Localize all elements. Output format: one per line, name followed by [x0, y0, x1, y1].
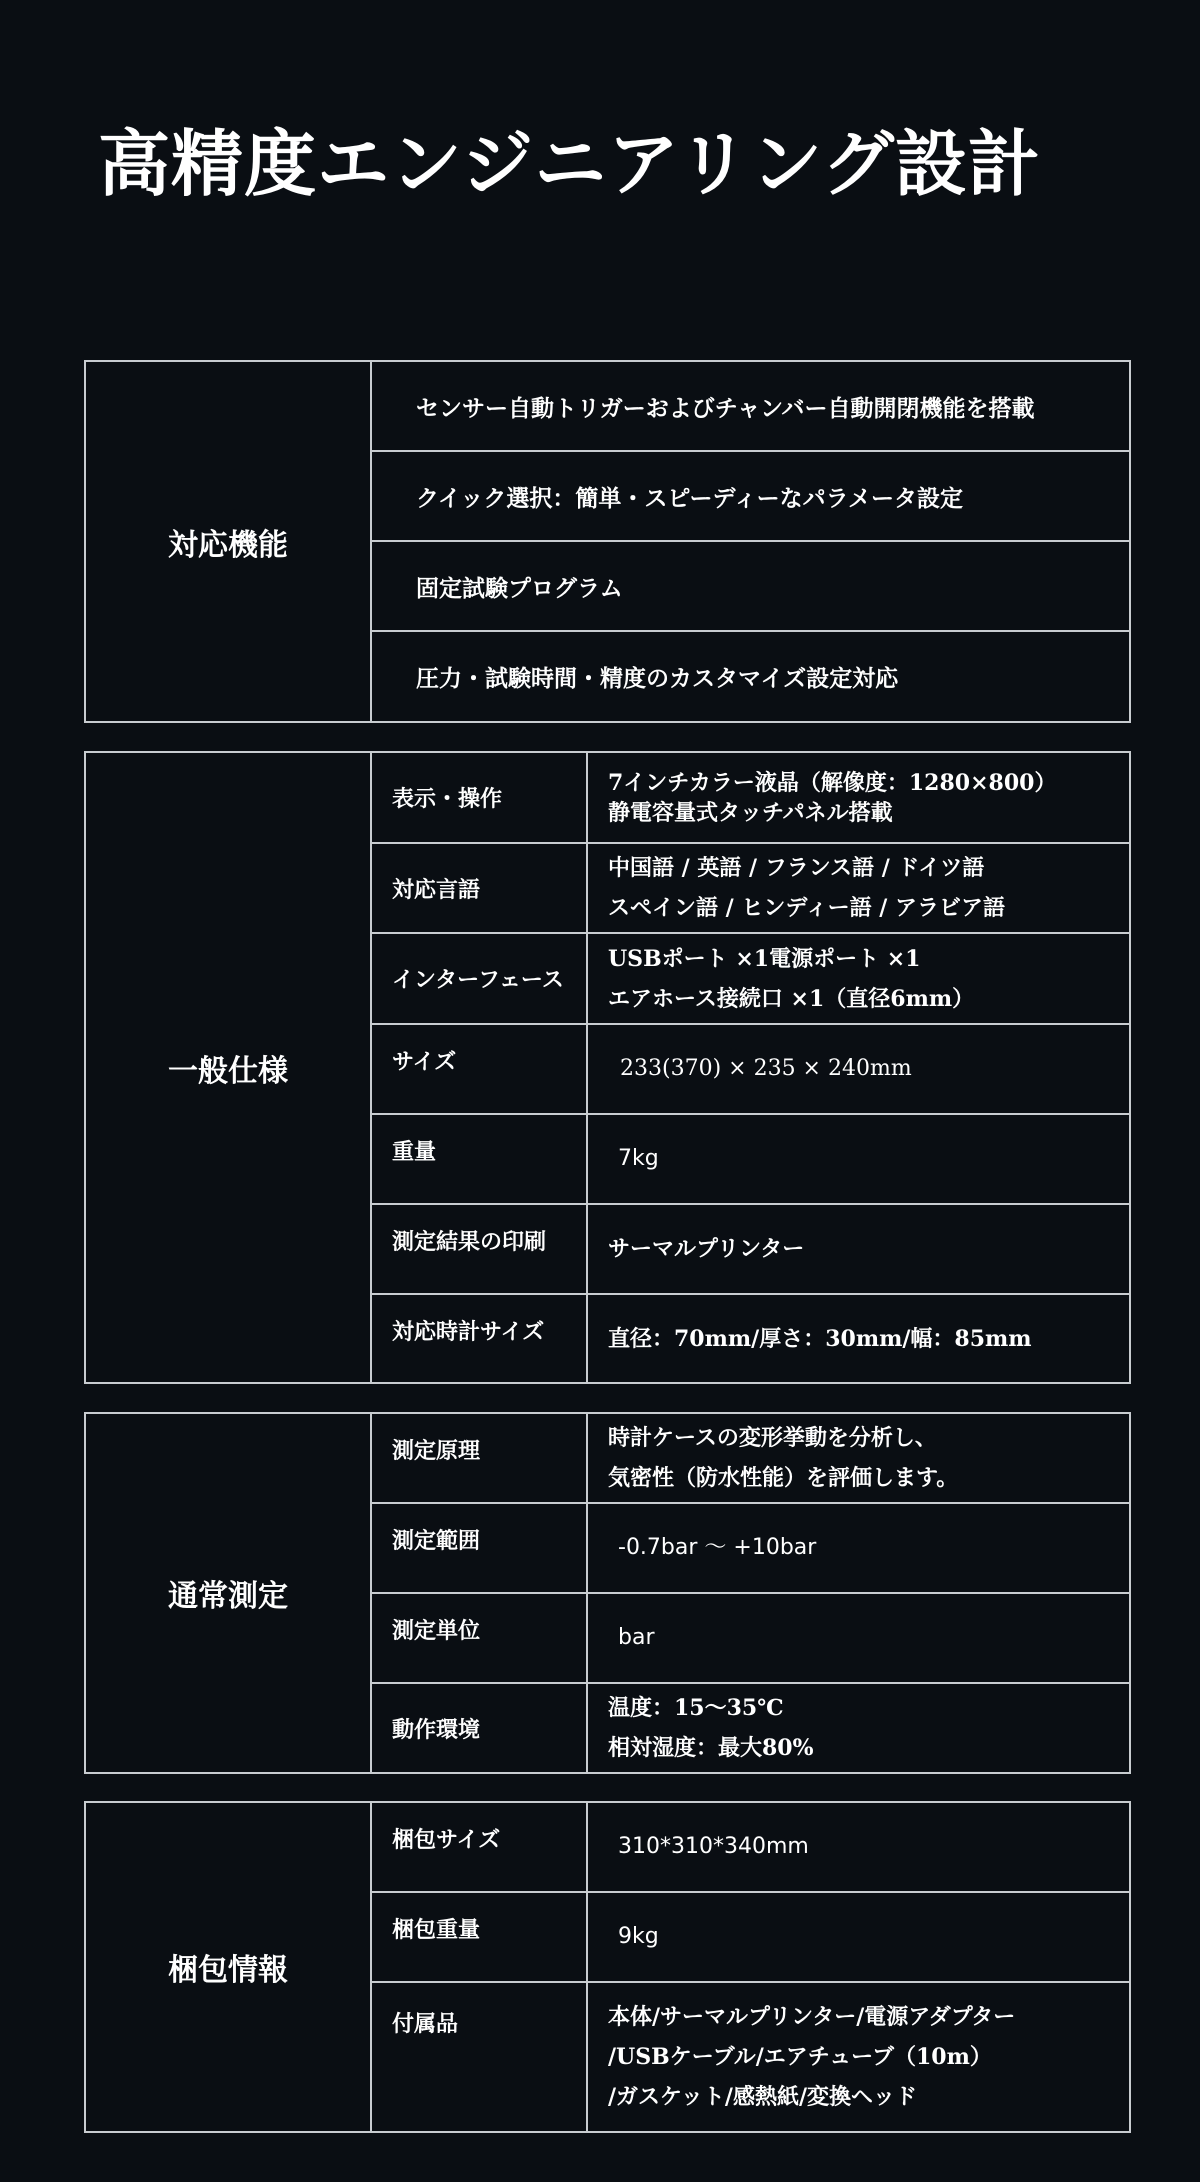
value-line: 静電容量式タッチパネル搭載 — [608, 799, 893, 826]
spec-value — [588, 1414, 1121, 1502]
section-label: 対応機能 — [86, 362, 372, 721]
spec-row-unit — [372, 1594, 1129, 1684]
spec-key: 表示・操作 — [372, 753, 588, 842]
spec-row-package-size — [372, 1803, 1129, 1893]
spec-value — [588, 1115, 1121, 1203]
feature-row — [372, 542, 1129, 632]
page-title: 高精度エンジニアリング設計 — [98, 121, 1041, 206]
feature-row — [372, 632, 1129, 721]
spec-key: 測定結果の印刷 — [372, 1205, 588, 1293]
value-line: 7インチカラー液晶（解像度：1280×800） — [608, 769, 1057, 796]
value-line: USBポート ×1電源ポート ×1 — [608, 945, 921, 972]
spec-key: 対応言語 — [372, 844, 588, 932]
value-line: サーマルプリンター — [608, 1236, 805, 1262]
spec-value — [588, 844, 1121, 932]
normal-measurement-section — [84, 1412, 1131, 1774]
spec-key: サイズ — [372, 1025, 588, 1113]
general-spec-section — [84, 751, 1131, 1384]
spec-key: 対応時計サイズ — [372, 1295, 588, 1382]
spec-value — [588, 1295, 1121, 1382]
spec-key: 付属品 — [372, 1983, 588, 2131]
spec-value — [588, 1504, 1121, 1592]
spec-value — [588, 1594, 1121, 1682]
spec-key: インターフェース — [372, 934, 588, 1023]
spec-row-interface — [372, 934, 1129, 1025]
feature-text: 圧力・試験時間・精度のカスタマイズ設定対応 — [416, 665, 899, 692]
features-section — [84, 360, 1131, 723]
spec-row-accessories — [372, 1983, 1129, 2131]
spec-value — [588, 1893, 1121, 1981]
section-label: 一般仕様 — [86, 753, 372, 1382]
section-label: 梱包情報 — [86, 1803, 372, 2131]
spec-key: 梱包重量 — [372, 1893, 588, 1981]
value-line: 233(370) × 235 × 240mm — [620, 1056, 912, 1081]
feature-text: クイック選択：簡単・スピーディーなパラメータ設定 — [416, 484, 963, 512]
spec-row-watch-size — [372, 1295, 1129, 1382]
value-line: /ガスケット/感熱紙/変換ヘッド — [608, 2084, 918, 2110]
package-info-section — [84, 1801, 1131, 2133]
spec-row-range — [372, 1504, 1129, 1594]
spec-row-weight — [372, 1115, 1129, 1205]
value-line: 7kg — [618, 1146, 659, 1171]
value-line: /USBケーブル/エアチューブ（10m） — [608, 2044, 992, 2070]
value-line: エアホース接続口 ×1（直径6mm） — [608, 985, 975, 1012]
value-line: 中国語 / 英語 / フランス語 / ドイツ語 — [608, 855, 985, 881]
value-line: 9kg — [618, 1924, 659, 1949]
feature-row — [372, 452, 1129, 542]
value-line: 相対湿度：最大80% — [608, 1735, 814, 1761]
spec-row-package-weight — [372, 1893, 1129, 1983]
value-line: 本体/サーマルプリンター/電源アダプター — [608, 2004, 1016, 2030]
spec-key: 測定単位 — [372, 1594, 588, 1682]
value-line: 温度：15～35℃ — [608, 1695, 784, 1721]
spec-row-display — [372, 753, 1129, 844]
feature-text: センサー自動トリガーおよびチャンバー自動開閉機能を搭載 — [416, 394, 1035, 422]
feature-row — [372, 362, 1129, 452]
spec-value — [588, 1983, 1121, 2131]
spec-key: 動作環境 — [372, 1684, 588, 1772]
spec-value — [588, 753, 1121, 842]
value-line: -0.7bar ～ +10bar — [618, 1535, 817, 1560]
spec-key: 測定原理 — [372, 1414, 588, 1502]
spec-value — [588, 1684, 1121, 1772]
spec-row-principle — [372, 1414, 1129, 1504]
value-line: 時計ケースの変形挙動を分析し、 — [608, 1425, 937, 1451]
spec-key: 測定範囲 — [372, 1504, 588, 1592]
spec-value — [588, 934, 1121, 1023]
value-line: 気密性（防水性能）を評価します。 — [608, 1465, 959, 1491]
value-line: bar — [618, 1625, 655, 1650]
spec-row-print — [372, 1205, 1129, 1295]
spec-row-language — [372, 844, 1129, 934]
spec-row-size — [372, 1025, 1129, 1115]
spec-key: 梱包サイズ — [372, 1803, 588, 1891]
spec-value — [588, 1803, 1121, 1891]
spec-row-environment — [372, 1684, 1129, 1772]
spec-key: 重量 — [372, 1115, 588, 1203]
value-line: 310*310*340mm — [618, 1834, 809, 1859]
spec-value — [588, 1025, 1121, 1113]
section-label: 通常測定 — [86, 1414, 372, 1772]
value-line: 直径：70mm/厚さ：30mm/幅：85mm — [608, 1325, 1032, 1352]
spec-value — [588, 1205, 1121, 1293]
feature-text: 固定試験プログラム — [416, 574, 623, 602]
value-line: スペイン語 / ヒンディー語 / アラビア語 — [608, 895, 1005, 921]
